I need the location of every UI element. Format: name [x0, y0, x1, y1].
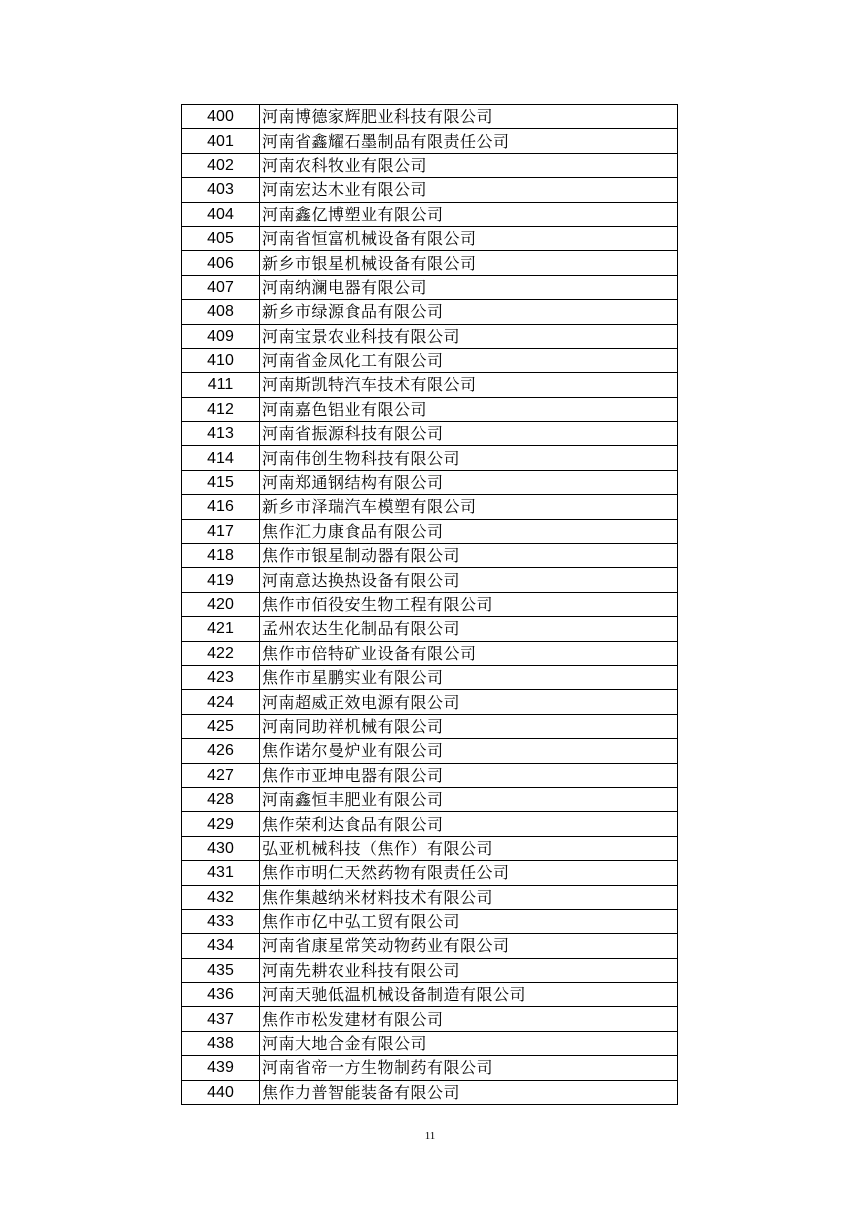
company-name-cell: 孟州农达生化制品有限公司: [260, 617, 678, 641]
company-name-cell: 焦作市明仁天然药物有限责任公司: [260, 861, 678, 885]
company-name-cell: 河南宏达木业有限公司: [260, 178, 678, 202]
table-row: [182, 690, 678, 714]
company-name-cell: 河南省鑫耀石墨制品有限责任公司: [260, 129, 678, 153]
row-number-cell: 412: [182, 397, 260, 421]
company-name-cell: 河南斯凯特汽车技术有限公司: [260, 373, 678, 397]
company-name-cell: 河南省金凤化工有限公司: [260, 348, 678, 372]
table-row: [182, 178, 678, 202]
row-number-cell: 413: [182, 422, 260, 446]
company-name-cell: 河南大地合金有限公司: [260, 1031, 678, 1055]
company-name-cell: 河南超威正效电源有限公司: [260, 690, 678, 714]
company-name-cell: 焦作集越纳米材料技术有限公司: [260, 885, 678, 909]
table-row: [182, 1056, 678, 1080]
row-number-cell: 410: [182, 348, 260, 372]
table-row: [182, 934, 678, 958]
row-number-cell: 431: [182, 861, 260, 885]
company-name-cell: 河南意达换热设备有限公司: [260, 568, 678, 592]
company-name-cell: 河南纳澜电器有限公司: [260, 275, 678, 299]
company-name-cell: 河南农科牧业有限公司: [260, 153, 678, 177]
table-row: [182, 909, 678, 933]
table-row: [182, 714, 678, 738]
row-number-cell: 422: [182, 641, 260, 665]
row-number-cell: 420: [182, 592, 260, 616]
company-name-cell: 河南嘉色铝业有限公司: [260, 397, 678, 421]
row-number-cell: 439: [182, 1056, 260, 1080]
company-name-cell: 焦作市银星制动器有限公司: [260, 544, 678, 568]
table-row: [182, 739, 678, 763]
table-row: [182, 129, 678, 153]
table-row: [182, 592, 678, 616]
company-name-cell: 河南宝景农业科技有限公司: [260, 324, 678, 348]
row-number-cell: 429: [182, 812, 260, 836]
company-name-cell: 河南天驰低温机械设备制造有限公司: [260, 983, 678, 1007]
company-list-body: [182, 105, 678, 1105]
row-number-cell: 438: [182, 1031, 260, 1055]
row-number-cell: 404: [182, 202, 260, 226]
table-row: [182, 275, 678, 299]
table-row: [182, 812, 678, 836]
company-name-cell: 河南同助祥机械有限公司: [260, 714, 678, 738]
company-name-cell: 焦作市倍特矿业设备有限公司: [260, 641, 678, 665]
table-row: [182, 226, 678, 250]
table-row: [182, 324, 678, 348]
page-number: 11: [424, 1130, 436, 1142]
row-number-cell: 430: [182, 836, 260, 860]
row-number-cell: 426: [182, 739, 260, 763]
row-number-cell: 432: [182, 885, 260, 909]
company-name-cell: 河南省振源科技有限公司: [260, 422, 678, 446]
row-number-cell: 405: [182, 226, 260, 250]
company-name-cell: 焦作市松发建材有限公司: [260, 1007, 678, 1031]
table-row: [182, 763, 678, 787]
row-number-cell: 423: [182, 665, 260, 689]
table-row: [182, 495, 678, 519]
company-name-cell: 河南省恒富机械设备有限公司: [260, 226, 678, 250]
company-name-cell: 焦作诺尔曼炉业有限公司: [260, 739, 678, 763]
company-name-cell: 河南伟创生物科技有限公司: [260, 446, 678, 470]
table-row: [182, 470, 678, 494]
table-row: [182, 958, 678, 982]
table-row: [182, 885, 678, 909]
row-number-cell: 411: [182, 373, 260, 397]
table-row: [182, 251, 678, 275]
table-row: [182, 373, 678, 397]
row-number-cell: 428: [182, 787, 260, 811]
row-number-cell: 408: [182, 300, 260, 324]
row-number-cell: 415: [182, 470, 260, 494]
table-row: [182, 446, 678, 470]
company-name-cell: 弘亚机械科技（焦作）有限公司: [260, 836, 678, 860]
row-number-cell: 419: [182, 568, 260, 592]
row-number-cell: 403: [182, 178, 260, 202]
row-number-cell: 433: [182, 909, 260, 933]
company-name-cell: 河南博德家辉肥业科技有限公司: [260, 105, 678, 129]
row-number-cell: 401: [182, 129, 260, 153]
table-row: [182, 153, 678, 177]
company-name-cell: 新乡市银星机械设备有限公司: [260, 251, 678, 275]
company-name-cell: 焦作市佰役安生物工程有限公司: [260, 592, 678, 616]
company-name-cell: 河南鑫亿博塑业有限公司: [260, 202, 678, 226]
company-list-table: [181, 104, 678, 1105]
row-number-cell: 436: [182, 983, 260, 1007]
row-number-cell: 434: [182, 934, 260, 958]
company-name-cell: 焦作市亚坤电器有限公司: [260, 763, 678, 787]
row-number-cell: 417: [182, 519, 260, 543]
table-row: [182, 983, 678, 1007]
table-row: [182, 300, 678, 324]
table-row: [182, 861, 678, 885]
table-row: [182, 202, 678, 226]
table-row: [182, 568, 678, 592]
company-name-cell: 河南先耕农业科技有限公司: [260, 958, 678, 982]
row-number-cell: 425: [182, 714, 260, 738]
table-row: [182, 397, 678, 421]
table-row: [182, 665, 678, 689]
company-name-cell: 焦作市亿中弘工贸有限公司: [260, 909, 678, 933]
company-name-cell: 河南省帝一方生物制药有限公司: [260, 1056, 678, 1080]
company-name-cell: 焦作市星鹏实业有限公司: [260, 665, 678, 689]
row-number-cell: 424: [182, 690, 260, 714]
company-name-cell: 河南郑通钢结构有限公司: [260, 470, 678, 494]
row-number-cell: 418: [182, 544, 260, 568]
company-name-cell: 河南省康星常笑动物药业有限公司: [260, 934, 678, 958]
company-name-cell: 焦作荣利达食品有限公司: [260, 812, 678, 836]
row-number-cell: 437: [182, 1007, 260, 1031]
company-name-cell: 焦作力普智能装备有限公司: [260, 1080, 678, 1104]
company-name-cell: 河南鑫恒丰肥业有限公司: [260, 787, 678, 811]
table-row: [182, 519, 678, 543]
table-row: [182, 641, 678, 665]
table-row: [182, 1031, 678, 1055]
row-number-cell: 421: [182, 617, 260, 641]
table-row: [182, 787, 678, 811]
company-name-cell: 新乡市泽瑞汽车模塑有限公司: [260, 495, 678, 519]
table-row: [182, 105, 678, 129]
table-row: [182, 544, 678, 568]
row-number-cell: 414: [182, 446, 260, 470]
table-row: [182, 836, 678, 860]
row-number-cell: 440: [182, 1080, 260, 1104]
row-number-cell: 416: [182, 495, 260, 519]
company-name-cell: 新乡市绿源食品有限公司: [260, 300, 678, 324]
row-number-cell: 409: [182, 324, 260, 348]
table-row: [182, 1007, 678, 1031]
table-row: [182, 422, 678, 446]
row-number-cell: 435: [182, 958, 260, 982]
row-number-cell: 407: [182, 275, 260, 299]
table-row: [182, 348, 678, 372]
table-row: [182, 1080, 678, 1104]
row-number-cell: 402: [182, 153, 260, 177]
company-name-cell: 焦作汇力康食品有限公司: [260, 519, 678, 543]
row-number-cell: 427: [182, 763, 260, 787]
row-number-cell: 406: [182, 251, 260, 275]
row-number-cell: 400: [182, 105, 260, 129]
table-row: [182, 617, 678, 641]
